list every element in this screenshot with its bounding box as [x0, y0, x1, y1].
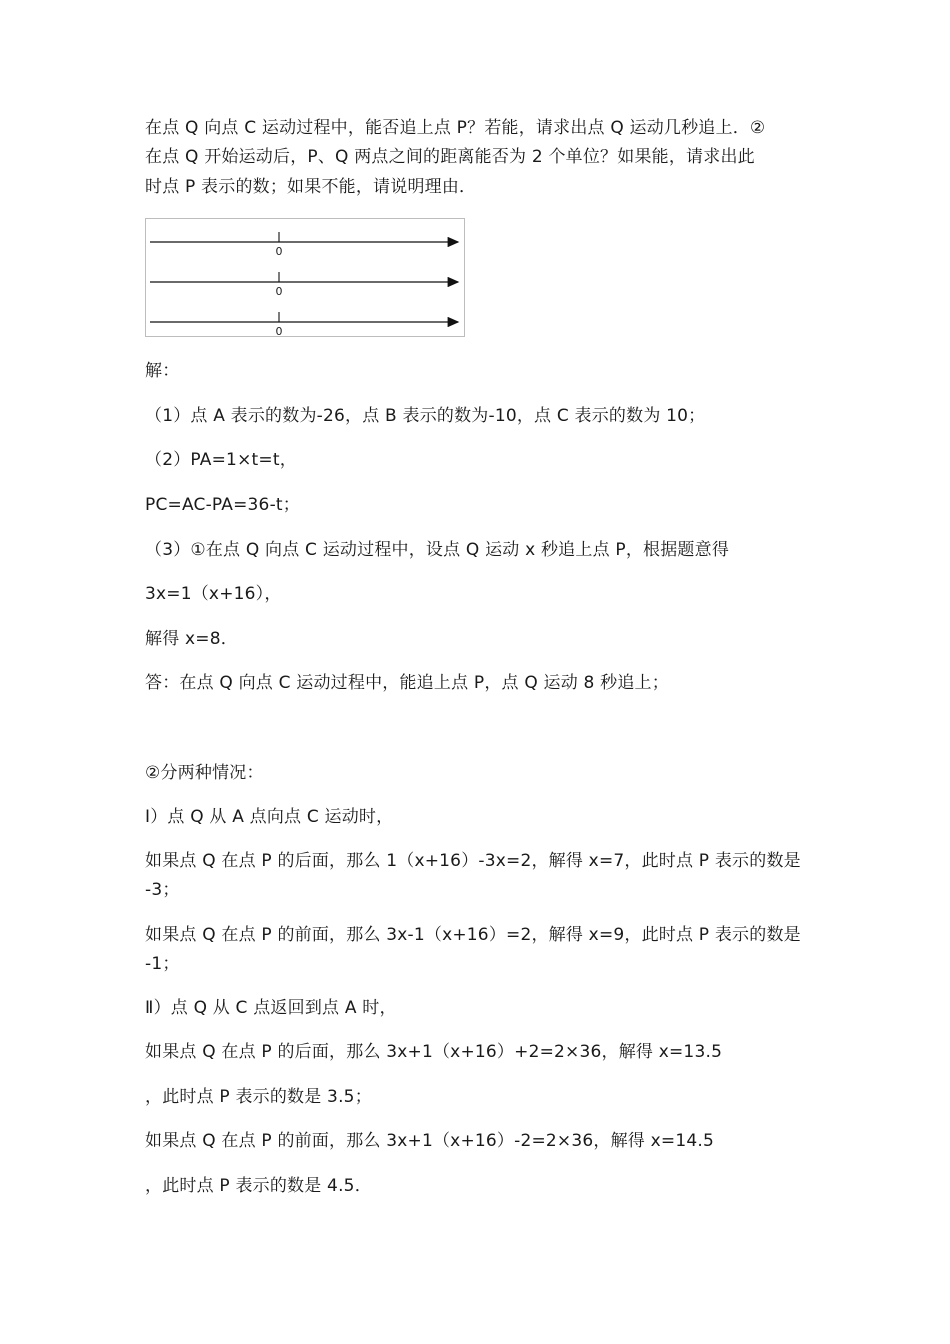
solution-line: （2）PA=1×t=t， [145, 450, 297, 470]
origin-label: 0 [275, 325, 283, 338]
problem-line: 时点 P 表示的数；如果不能，请说明理由． [145, 177, 477, 197]
solution-line: ，此时点 P 表示的数是 3.5； [145, 1087, 372, 1107]
solution-line: 解得 x=8． [145, 629, 238, 649]
solution-heading: 解： [145, 361, 180, 381]
solution-line: -3； [145, 880, 180, 900]
problem-line: 在点 Q 开始运动后，P、Q 两点之间的距离能否为 2 个单位？如果能，请求出此 [145, 147, 755, 167]
solution-line: （1）点 A 表示的数为-26，点 B 表示的数为-10，点 C 表示的数为 10； [145, 406, 706, 426]
origin-label: 0 [275, 285, 283, 298]
solution-line: 如果点 Q 在点 P 的后面，那么 3x+1（x+16）+2=2×36，解得 x=13.5 [145, 1042, 723, 1062]
number-line [150, 232, 458, 258]
number-lines-figure [145, 218, 465, 337]
origin-label: 0 [275, 245, 283, 258]
solution-line: 如果点 Q 在点 P 的前面，那么 3x-1（x+16）=2，解得 x=9，此时点 P 表示的数是 [145, 925, 801, 945]
solution-line: （3）①在点 Q 向点 C 运动过程中，设点 Q 运动 x 秒追上点 P，根据题意得 [145, 540, 730, 560]
case-title: Ⅰ）点 Q 从 A 点向点 C 运动时， [145, 807, 394, 827]
solution-line: 3x=1（x+16）， [145, 584, 282, 604]
solution-line: ，此时点 P 表示的数是 4.5． [145, 1176, 372, 1196]
solution-line: ②分两种情况： [145, 763, 264, 783]
solution-line: PC=AC-PA=36-t； [145, 495, 300, 515]
solution-line: 如果点 Q 在点 P 的后面，那么 1（x+16）-3x=2，解得 x=7，此时点 P 表示的数是 [145, 851, 801, 871]
solution-line: 如果点 Q 在点 P 的前面，那么 3x+1（x+16）-2=2×36，解得 x=14.5 [145, 1131, 714, 1151]
number-lines-svg [146, 219, 466, 338]
number-line [150, 312, 458, 338]
solution-line: -1； [145, 954, 180, 974]
case-title: Ⅱ）点 Q 从 C 点返回到点 A 时， [145, 998, 397, 1018]
problem-line: 在点 Q 向点 C 运动过程中，能否追上点 P？若能，请求出点 Q 运动几秒追上．② [145, 118, 766, 138]
solution-answer: 答：在点 Q 向点 C 运动过程中，能追上点 P，点 Q 运动 8 秒追上； [145, 673, 669, 693]
number-line [150, 272, 458, 298]
